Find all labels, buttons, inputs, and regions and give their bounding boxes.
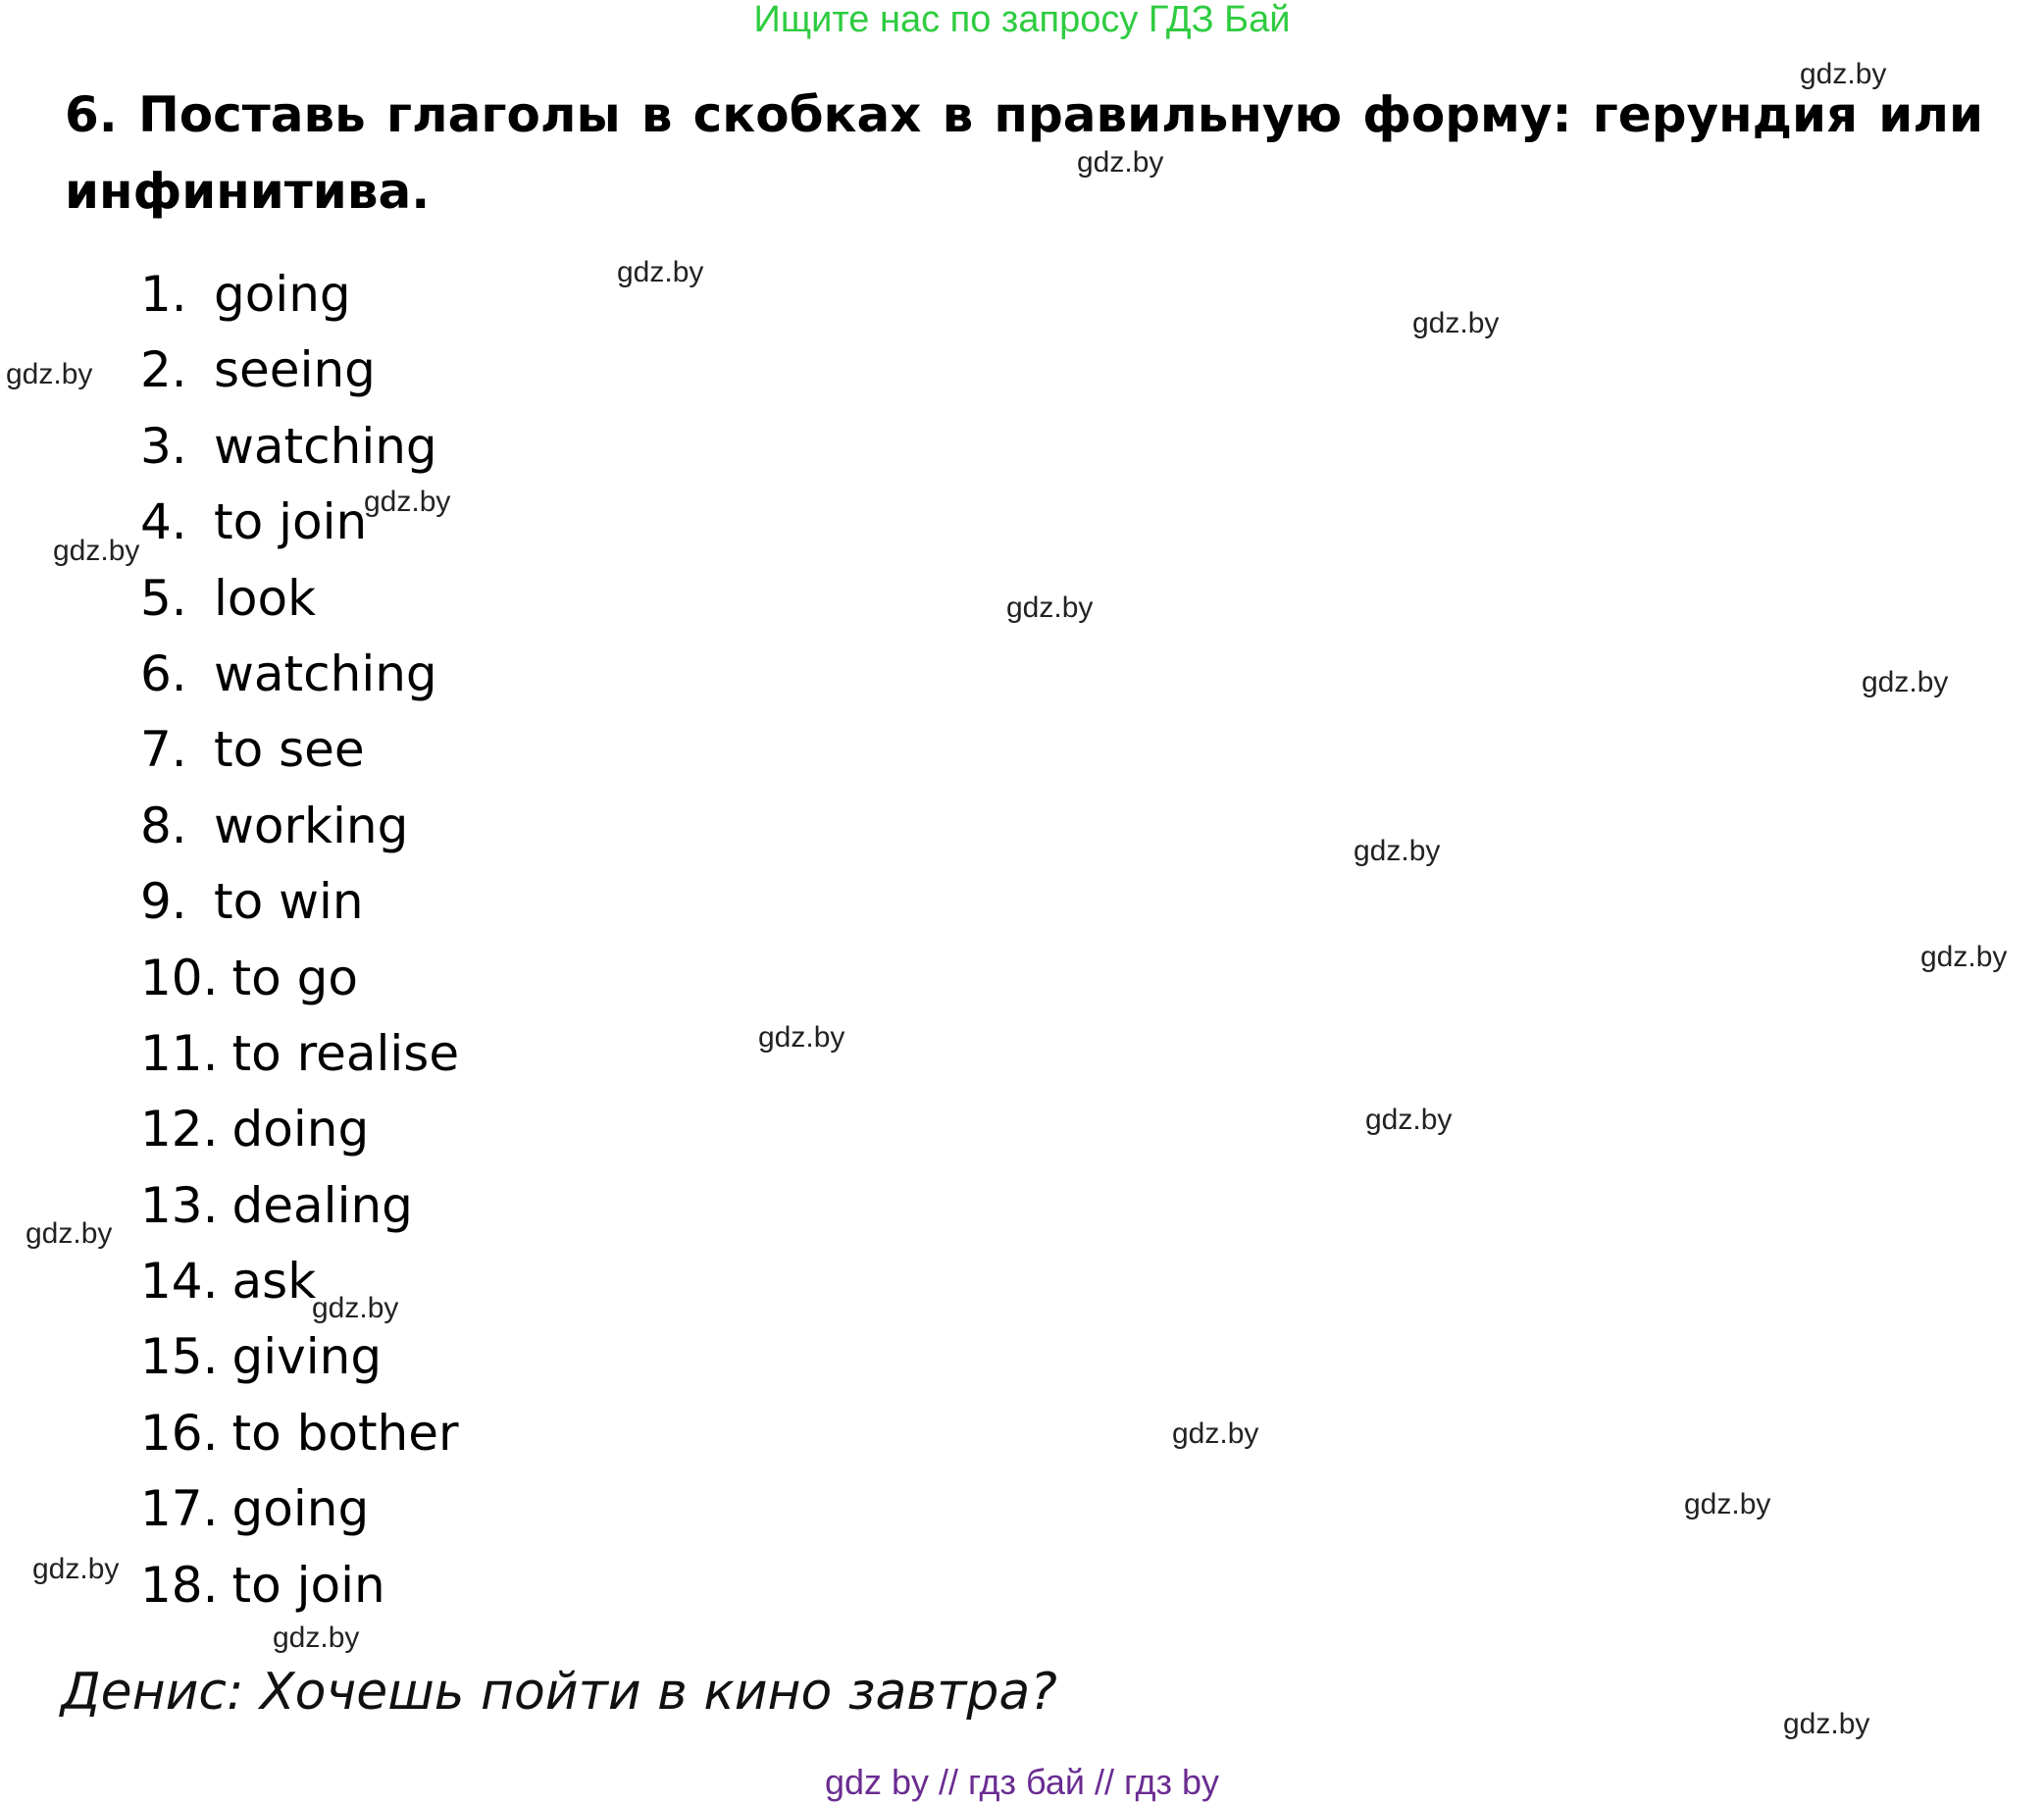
item-answer: seeing [214, 341, 376, 399]
item-answer: look [214, 569, 317, 627]
watermark: gdz.by [273, 1622, 360, 1654]
watermark: gdz.by [26, 1217, 113, 1250]
watermark: gdz.by [364, 486, 451, 518]
list-item [140, 1548, 459, 1623]
footer-links: gdz by // гдз бай // гдз by [824, 1762, 1220, 1802]
item-number: 9. [140, 873, 187, 931]
list-item [140, 1016, 459, 1092]
item-answer: to join [231, 1556, 385, 1614]
watermark: gdz.by [53, 535, 140, 567]
dialog-line: Денис: Хочешь пойти в кино завтра? [61, 1663, 1057, 1722]
list-item [140, 1471, 459, 1547]
watermark: gdz.by [1412, 307, 1500, 339]
list-item [140, 789, 459, 864]
item-number: 7. [140, 721, 187, 779]
task-title: 6. Поставь глаголы в скобках в правильную форму: герундия или инфинитива. [65, 86, 1983, 220]
watermark: gdz.by [1077, 146, 1164, 179]
item-answer: to join [214, 493, 368, 551]
answer-list [140, 257, 459, 1623]
watermark: gdz.by [1862, 666, 1949, 698]
item-answer: going [214, 266, 351, 323]
watermark: gdz.by [6, 358, 93, 390]
list-item [140, 409, 459, 485]
item-answer: watching [214, 417, 437, 475]
item-answer: to realise [231, 1024, 460, 1082]
item-number: 3. [140, 417, 187, 475]
item-answer: dealing [231, 1176, 413, 1234]
watermark: gdz.by [1920, 941, 2008, 973]
list-item [140, 864, 459, 940]
item-number: 5. [140, 569, 187, 627]
item-number: 6. [140, 644, 187, 702]
item-number: 14. [140, 1253, 219, 1311]
item-number: 1. [140, 266, 187, 323]
watermark: gdz.by [758, 1021, 845, 1054]
watermark: gdz.by [1354, 835, 1441, 867]
top-banner: Ищите нас по запросу ГДЗ Бай [753, 0, 1291, 40]
watermark: gdz.by [1365, 1104, 1453, 1136]
item-answer: ask [231, 1253, 317, 1311]
watermark: gdz.by [312, 1292, 399, 1324]
list-item [140, 1244, 459, 1319]
item-number: 17. [140, 1480, 219, 1538]
item-answer: to see [214, 721, 365, 779]
item-answer: working [214, 797, 409, 854]
item-number: 16. [140, 1404, 219, 1462]
item-answer: to bother [231, 1404, 459, 1462]
item-number: 8. [140, 797, 187, 854]
item-number: 10. [140, 949, 219, 1006]
item-number: 11. [140, 1024, 219, 1082]
list-item [140, 1092, 459, 1167]
item-answer: to go [231, 949, 358, 1006]
item-number: 2. [140, 341, 187, 399]
list-item [140, 561, 459, 637]
item-number: 13. [140, 1176, 219, 1234]
watermark: gdz.by [1684, 1488, 1771, 1520]
list-item [140, 712, 459, 788]
item-answer: giving [231, 1328, 383, 1386]
watermark: gdz.by [1172, 1417, 1259, 1450]
item-answer: going [231, 1480, 370, 1538]
list-item [140, 1319, 459, 1395]
watermark: gdz.by [1006, 592, 1094, 624]
list-item [140, 1168, 459, 1244]
list-item [140, 333, 459, 408]
item-number: 12. [140, 1101, 219, 1158]
item-number: 18. [140, 1556, 219, 1614]
watermark: gdz.by [1800, 58, 1887, 90]
list-item [140, 637, 459, 712]
list-item [140, 257, 459, 333]
item-number: 15. [140, 1328, 219, 1386]
list-item [140, 1396, 459, 1471]
item-number: 4. [140, 493, 187, 551]
list-item [140, 941, 459, 1016]
watermark: gdz.by [617, 256, 704, 288]
item-answer: watching [214, 644, 437, 702]
watermark: gdz.by [32, 1553, 120, 1585]
watermark: gdz.by [1783, 1708, 1870, 1740]
item-answer: doing [231, 1101, 370, 1158]
item-answer: to win [214, 873, 364, 931]
